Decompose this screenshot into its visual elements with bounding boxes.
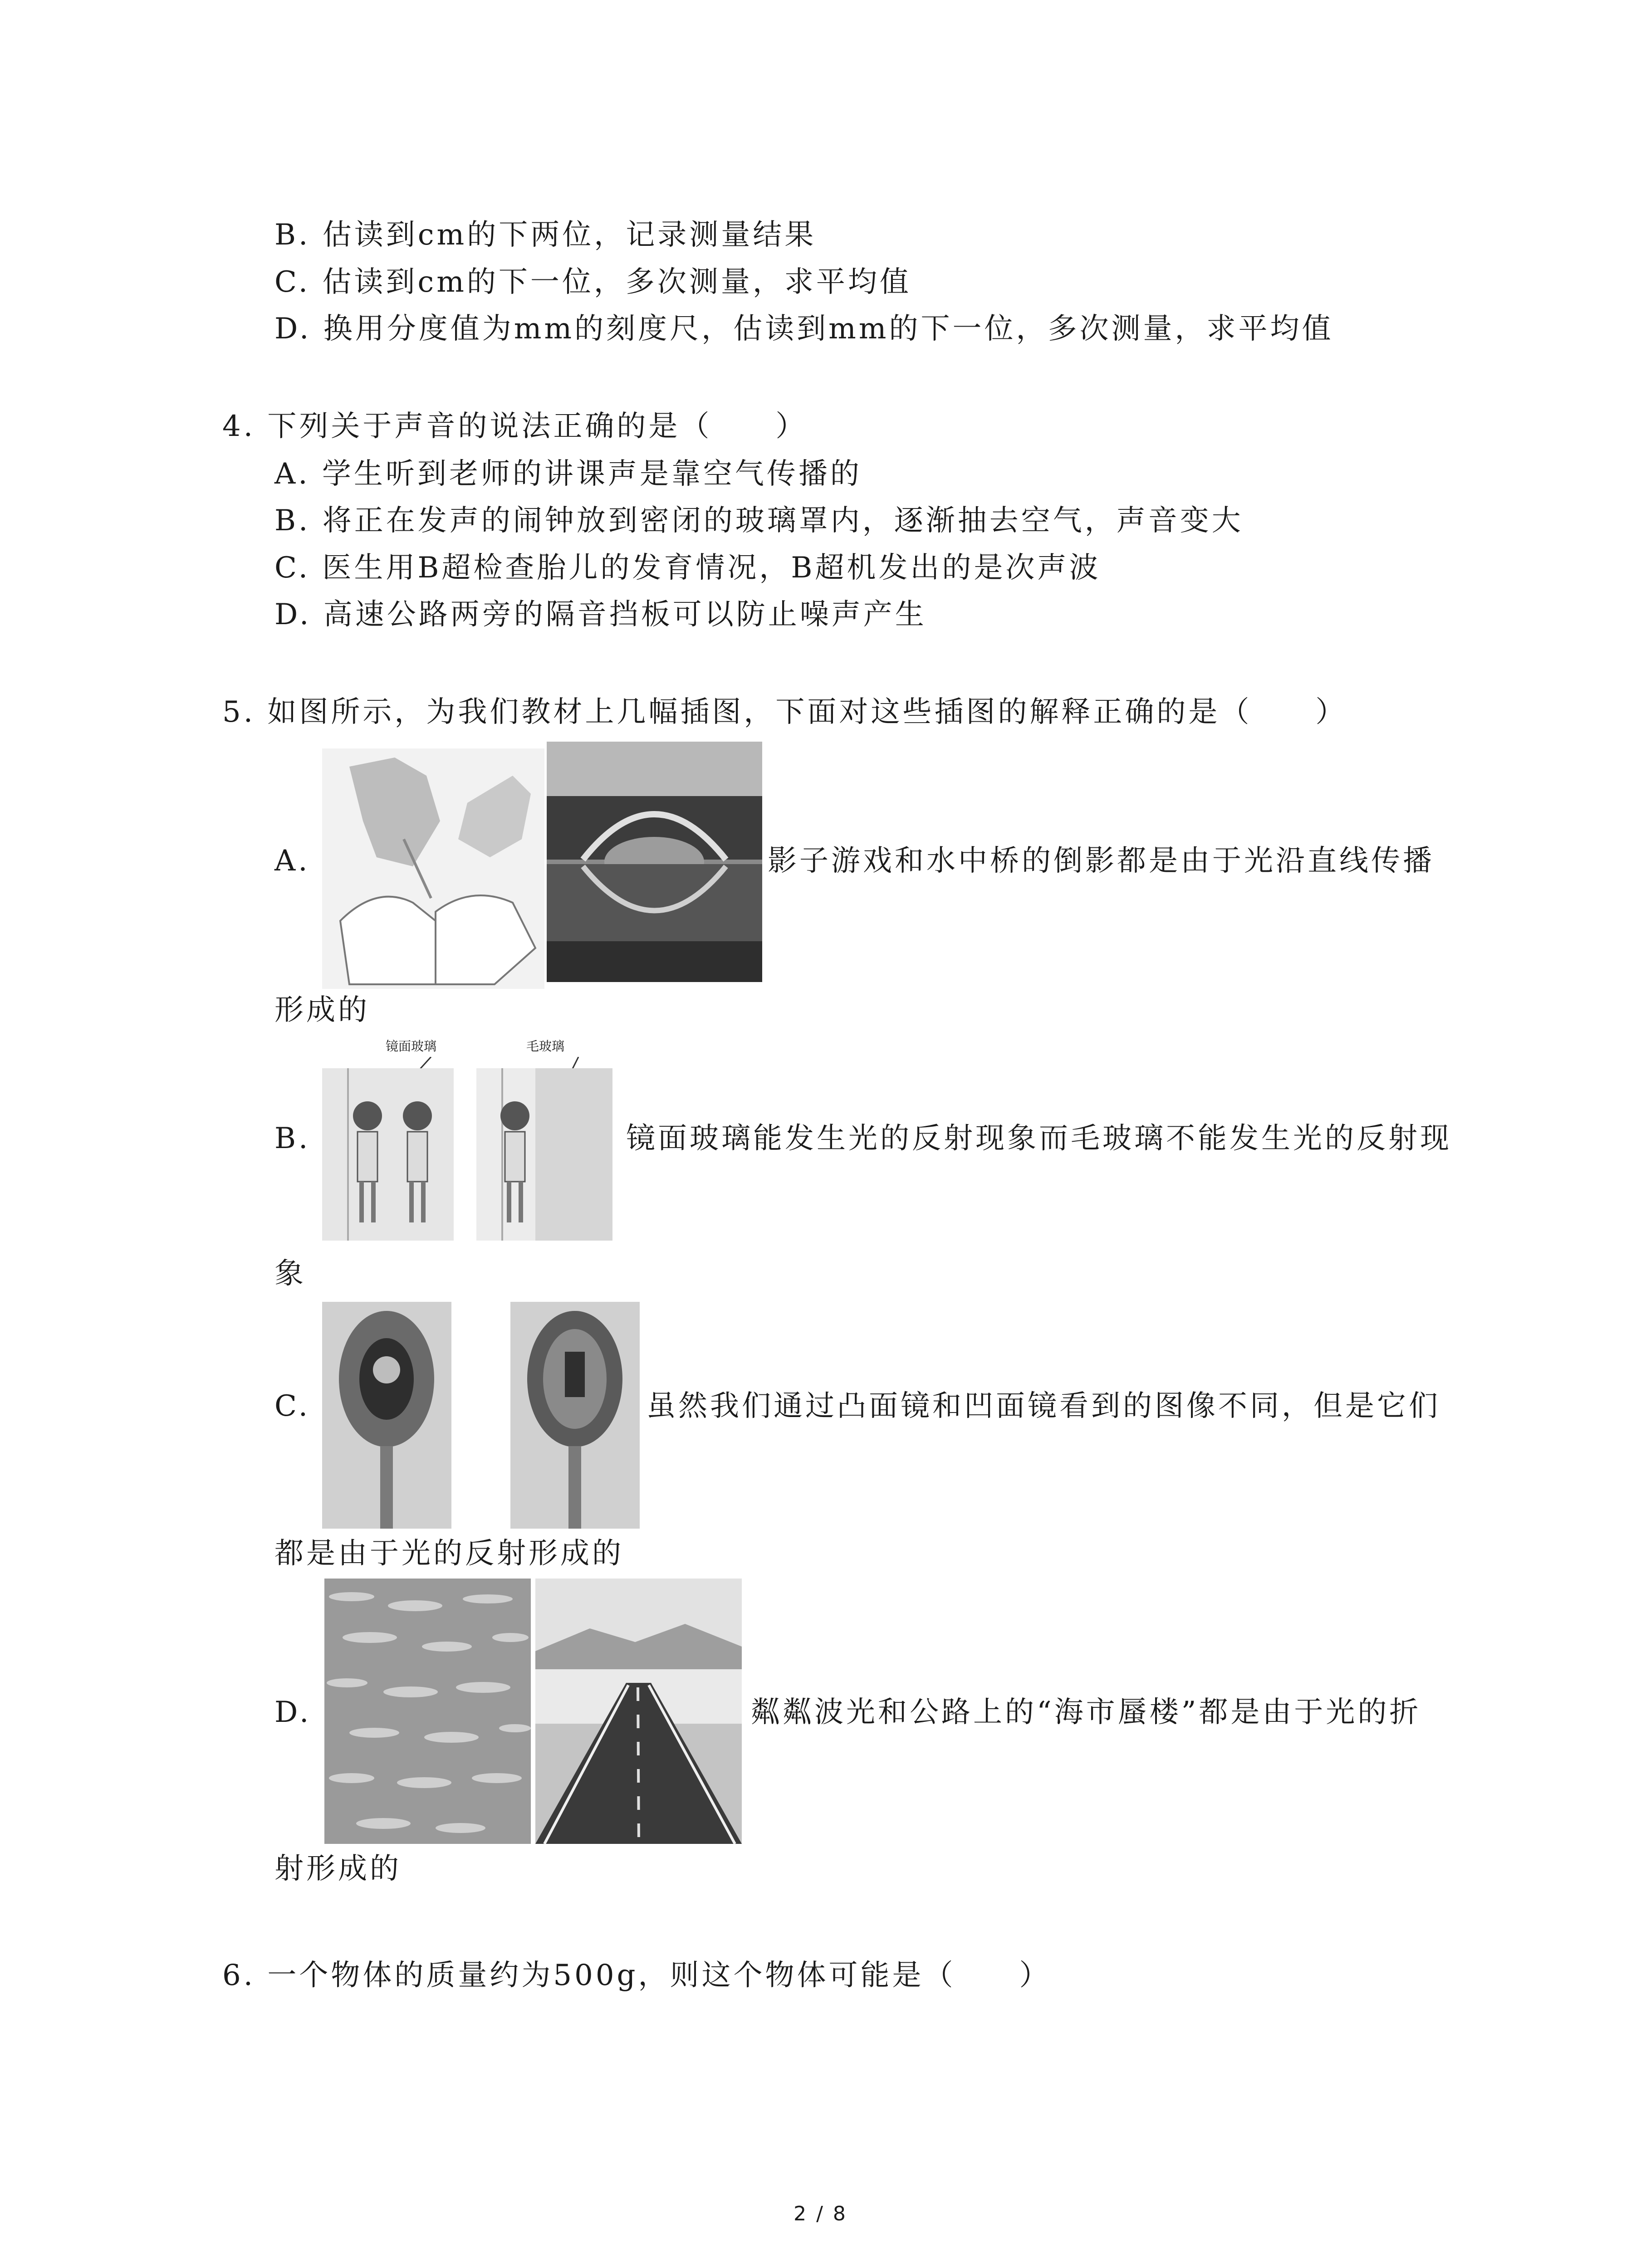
q3-option-b: B. 估读到cm的下两位，记录测量结果 [274, 218, 817, 252]
q4-option-c: C. 医生用B超检查胎儿的发育情况，B超机发出的是次声波 [274, 551, 1101, 585]
q6-stem: 6. 一个物体的质量约为500g，则这个物体可能是（ ） [222, 1959, 1051, 1992]
q5-option-d-text: 粼粼波光和公路上的“海市蜃楼”都是由于光的折 [751, 1696, 1421, 1729]
q5-option-c-label: C. [274, 1389, 311, 1423]
q3-option-c: C. 估读到cm的下一位，多次测量，求平均值 [274, 265, 911, 299]
q3-option-d: D. 换用分度值为mm的刻度尺，估读到mm的下一位，多次测量，求平均值 [274, 312, 1334, 346]
q5-option-d-label: D. [274, 1696, 312, 1729]
frosted-glass-caption: 毛玻璃 [526, 1039, 565, 1054]
q5-option-c-continued: 都是由于光的反射形成的 [274, 1537, 624, 1570]
q4-stem: 4. 下列关于声音的说法正确的是（ ） [222, 410, 808, 443]
q4-option-b: B. 将正在发声的闹钟放到密闭的玻璃罩内，逐渐抽去空气，声音变大 [274, 504, 1244, 538]
road-mirage-image [535, 1579, 742, 1844]
q4-option-d: D. 高速公路两旁的隔音挡板可以防止噪声产生 [274, 598, 927, 631]
q5-option-a-continued: 形成的 [274, 993, 370, 1027]
q4-option-a: A. 学生听到老师的讲课声是靠空气传播的 [274, 457, 862, 491]
bridge-reflection-image [547, 742, 762, 982]
mirror-glass-caption: 镜面玻璃 [386, 1039, 437, 1054]
page-number: 2 / 8 [794, 2202, 847, 2225]
q5-option-b-text: 镜面玻璃能发生光的反射现象而毛玻璃不能发生光的反射现 [626, 1122, 1452, 1155]
concave-spoon-image [510, 1302, 640, 1529]
q5-option-b-continued: 象 [274, 1257, 306, 1290]
shadow-play-image [322, 748, 544, 989]
q5-option-a-text: 影子游戏和水中桥的倒影都是由于光沿直线传播 [768, 844, 1435, 878]
mirror-glass-image [322, 1057, 612, 1243]
convex-spoon-image [322, 1302, 451, 1529]
water-ripple-image [324, 1579, 531, 1844]
q5-option-c-text: 虽然我们通过凸面镜和凹面镜看到的图像不同，但是它们 [647, 1389, 1440, 1423]
q5-stem: 5. 如图所示，为我们教材上几幅插图，下面对这些插图的解释正确的是（ ） [222, 695, 1347, 729]
q5-option-a-label: A. [274, 844, 310, 878]
q5-option-b-label: B. [274, 1122, 311, 1155]
q5-option-d-continued: 射形成的 [274, 1852, 402, 1886]
